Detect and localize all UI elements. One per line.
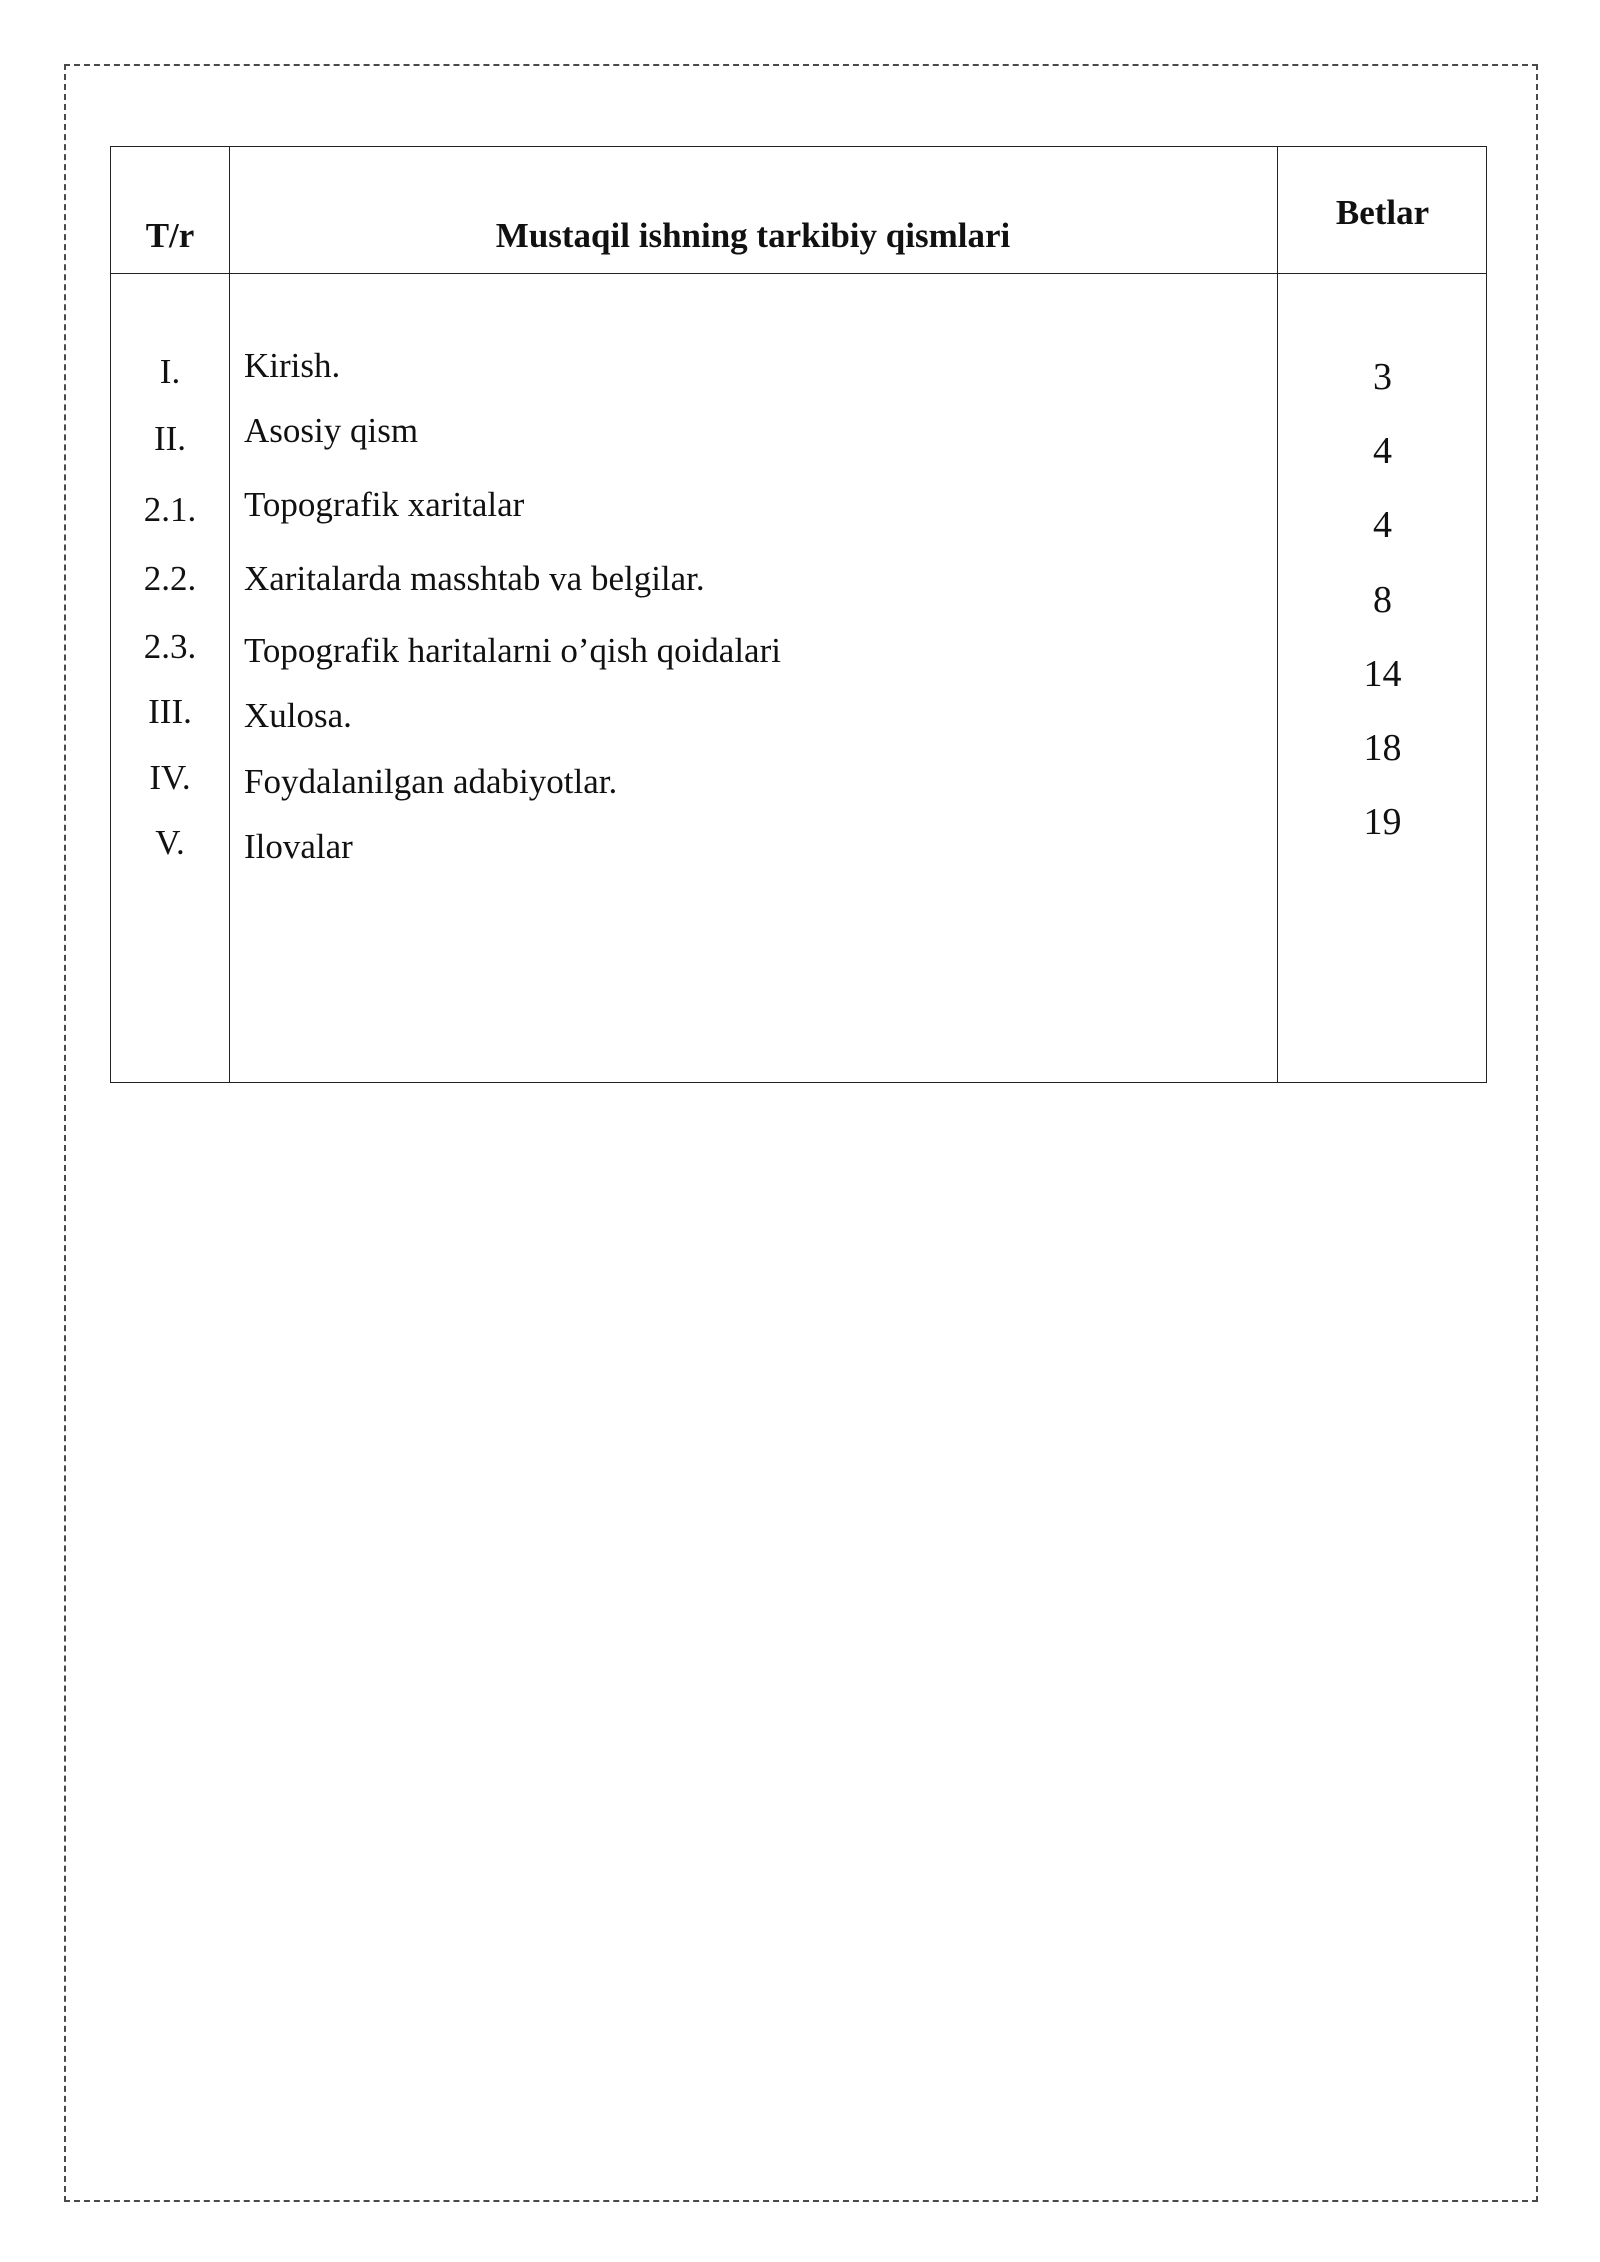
page-number: 4 — [1373, 504, 1392, 546]
header-title: Mustaqil ishning tarkibiy qismlari — [495, 216, 1011, 255]
row-number: IV. — [149, 758, 191, 797]
row-number: V. — [155, 823, 185, 862]
page-number: 19 — [1363, 801, 1402, 843]
row-number: III. — [148, 692, 192, 731]
row-title: Asosiy qism — [244, 411, 419, 450]
page-number: 4 — [1373, 430, 1392, 472]
row-title: Foydalanilgan adabiyotlar. — [244, 762, 618, 801]
column-divider-number — [229, 147, 230, 1082]
header-pages: Betlar — [1335, 193, 1430, 232]
page-number: 8 — [1373, 579, 1392, 621]
row-title: Xaritalarda masshtab va belgilar. — [244, 559, 705, 598]
row-number: I. — [159, 352, 181, 391]
page-number: 3 — [1373, 356, 1392, 398]
row-number: 2.2. — [143, 559, 197, 598]
row-title: Xulosa. — [244, 696, 352, 735]
row-title: Kirish. — [244, 346, 341, 385]
row-title: Ilovalar — [244, 827, 353, 866]
header-divider — [111, 273, 1486, 274]
header-number: T/r — [145, 216, 195, 255]
row-number: 2.3. — [143, 627, 197, 666]
row-title: Topografik xaritalar — [244, 485, 525, 524]
page-number: 14 — [1363, 653, 1402, 695]
row-title: Topografik haritalarni o’qish qoidalari — [244, 631, 781, 670]
row-number: 2.1. — [143, 490, 197, 529]
row-number: II. — [153, 419, 187, 458]
page-number: 18 — [1363, 727, 1402, 769]
table-of-contents — [110, 146, 1487, 1083]
